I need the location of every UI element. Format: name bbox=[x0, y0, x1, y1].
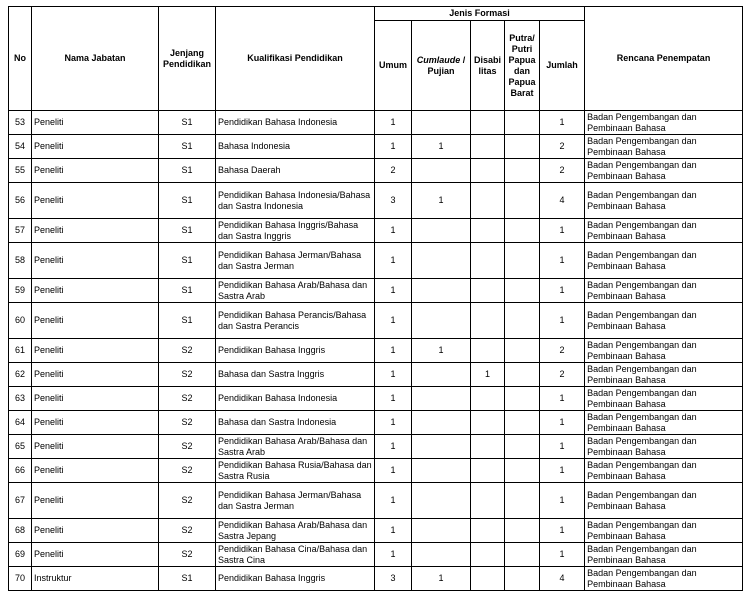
cell-jumlah: 1 bbox=[540, 303, 585, 339]
cell-papua bbox=[505, 567, 540, 591]
cell-umum: 1 bbox=[375, 219, 412, 243]
cell-jumlah: 1 bbox=[540, 483, 585, 519]
cell-disabilitas bbox=[471, 519, 505, 543]
cell-no: 66 bbox=[9, 459, 32, 483]
cell-cumlaude bbox=[412, 519, 471, 543]
header-disabilitas: Disabilitas bbox=[471, 21, 505, 111]
cell-disabilitas bbox=[471, 387, 505, 411]
cell-disabilitas bbox=[471, 339, 505, 363]
table-row bbox=[9, 183, 743, 219]
cell-jabatan: Peneliti bbox=[32, 303, 159, 339]
cell-penempatan: Badan Pengembangan dan Pembinaan Bahasa bbox=[585, 387, 743, 411]
cell-jabatan: Peneliti bbox=[32, 435, 159, 459]
cell-no: 67 bbox=[9, 483, 32, 519]
cell-papua bbox=[505, 159, 540, 183]
cell-umum: 1 bbox=[375, 111, 412, 135]
cell-disabilitas bbox=[471, 303, 505, 339]
cell-disabilitas bbox=[471, 279, 505, 303]
cell-papua bbox=[505, 183, 540, 219]
cell-cumlaude bbox=[412, 387, 471, 411]
cell-jenjang: S2 bbox=[159, 435, 216, 459]
cell-disabilitas bbox=[471, 543, 505, 567]
cell-jabatan: Peneliti bbox=[32, 411, 159, 435]
cell-jabatan: Peneliti bbox=[32, 279, 159, 303]
table-row bbox=[9, 543, 743, 567]
header-nama-jabatan: Nama Jabatan bbox=[32, 7, 159, 111]
cell-jumlah: 1 bbox=[540, 243, 585, 279]
cell-kualifikasi: Pendidikan Bahasa Rusia/Bahasa dan Sastra Rusia bbox=[216, 459, 375, 483]
cell-papua bbox=[505, 303, 540, 339]
cell-jenjang: S1 bbox=[159, 135, 216, 159]
cell-jenjang: S2 bbox=[159, 387, 216, 411]
cell-jumlah: 2 bbox=[540, 363, 585, 387]
cell-jabatan: Peneliti bbox=[32, 111, 159, 135]
cell-jumlah: 1 bbox=[540, 219, 585, 243]
cell-penempatan: Badan Pengembangan dan Pembinaan Bahasa bbox=[585, 363, 743, 387]
cell-cumlaude bbox=[412, 363, 471, 387]
cell-umum: 1 bbox=[375, 483, 412, 519]
header-jenjang-pendidikan: Jenjang Pendidikan bbox=[159, 7, 216, 111]
cell-cumlaude: 1 bbox=[412, 183, 471, 219]
cell-jenjang: S1 bbox=[159, 219, 216, 243]
cell-kualifikasi: Pendidikan Bahasa Arab/Bahasa dan Sastra Jepang bbox=[216, 519, 375, 543]
cell-jabatan: Peneliti bbox=[32, 219, 159, 243]
cell-disabilitas bbox=[471, 411, 505, 435]
cell-disabilitas bbox=[471, 111, 505, 135]
cell-jenjang: S1 bbox=[159, 303, 216, 339]
cell-disabilitas bbox=[471, 459, 505, 483]
header-no: No bbox=[9, 7, 32, 111]
table-row bbox=[9, 411, 743, 435]
cell-no: 65 bbox=[9, 435, 32, 459]
cell-jumlah: 1 bbox=[540, 411, 585, 435]
table-row bbox=[9, 387, 743, 411]
cell-kualifikasi: Pendidikan Bahasa Arab/Bahasa dan Sastra Arab bbox=[216, 279, 375, 303]
table-row bbox=[9, 303, 743, 339]
cell-jabatan: Peneliti bbox=[32, 483, 159, 519]
cell-jumlah: 2 bbox=[540, 339, 585, 363]
cell-penempatan: Badan Pengembangan dan Pembinaan Bahasa bbox=[585, 243, 743, 279]
cell-papua bbox=[505, 387, 540, 411]
cell-kualifikasi: Pendidikan Bahasa Indonesia/Bahasa dan Sastra Indonesia bbox=[216, 183, 375, 219]
cell-papua bbox=[505, 435, 540, 459]
cell-disabilitas bbox=[471, 159, 505, 183]
cell-kualifikasi: Bahasa Indonesia bbox=[216, 135, 375, 159]
cell-no: 54 bbox=[9, 135, 32, 159]
cell-penempatan: Badan Pengembangan dan Pembinaan Bahasa bbox=[585, 159, 743, 183]
header-cumlaude-rest: / Pujian bbox=[427, 54, 466, 76]
formasi-table bbox=[8, 6, 743, 591]
cell-jumlah: 1 bbox=[540, 387, 585, 411]
cell-jenjang: S1 bbox=[159, 111, 216, 135]
cell-no: 58 bbox=[9, 243, 32, 279]
cell-umum: 1 bbox=[375, 543, 412, 567]
cell-no: 56 bbox=[9, 183, 32, 219]
cell-cumlaude bbox=[412, 219, 471, 243]
cell-jumlah: 1 bbox=[540, 435, 585, 459]
cell-jenjang: S2 bbox=[159, 483, 216, 519]
cell-jabatan: Peneliti bbox=[32, 387, 159, 411]
cell-penempatan: Badan Pengembangan dan Pembinaan Bahasa bbox=[585, 567, 743, 591]
cell-penempatan: Badan Pengembangan dan Pembinaan Bahasa bbox=[585, 219, 743, 243]
cell-penempatan: Badan Pengembangan dan Pembinaan Bahasa bbox=[585, 303, 743, 339]
cell-jenjang: S1 bbox=[159, 567, 216, 591]
cell-no: 68 bbox=[9, 519, 32, 543]
cell-cumlaude bbox=[412, 435, 471, 459]
cell-penempatan: Badan Pengembangan dan Pembinaan Bahasa bbox=[585, 543, 743, 567]
cell-no: 53 bbox=[9, 111, 32, 135]
cell-penempatan: Badan Pengembangan dan Pembinaan Bahasa bbox=[585, 135, 743, 159]
cell-no: 69 bbox=[9, 543, 32, 567]
cell-jabatan: Peneliti bbox=[32, 519, 159, 543]
header-umum: Umum bbox=[375, 21, 412, 111]
cell-kualifikasi: Bahasa Daerah bbox=[216, 159, 375, 183]
cell-umum: 1 bbox=[375, 363, 412, 387]
cell-papua bbox=[505, 219, 540, 243]
cell-cumlaude bbox=[412, 411, 471, 435]
cell-penempatan: Badan Pengembangan dan Pembinaan Bahasa bbox=[585, 183, 743, 219]
cell-umum: 1 bbox=[375, 435, 412, 459]
cell-jabatan: Peneliti bbox=[32, 363, 159, 387]
cell-umum: 1 bbox=[375, 459, 412, 483]
table-body bbox=[9, 111, 743, 591]
cell-umum: 1 bbox=[375, 303, 412, 339]
cell-kualifikasi: Pendidikan Bahasa Perancis/Bahasa dan Sastra Perancis bbox=[216, 303, 375, 339]
cell-umum: 1 bbox=[375, 519, 412, 543]
cell-cumlaude bbox=[412, 279, 471, 303]
table-row bbox=[9, 219, 743, 243]
cell-kualifikasi: Pendidikan Bahasa Inggris/Bahasa dan Sastra Inggris bbox=[216, 219, 375, 243]
header-rencana-penempatan: Rencana Penempatan bbox=[585, 7, 743, 111]
cell-penempatan: Badan Pengembangan dan Pembinaan Bahasa bbox=[585, 483, 743, 519]
cell-disabilitas bbox=[471, 483, 505, 519]
cell-jabatan: Peneliti bbox=[32, 243, 159, 279]
cell-jumlah: 1 bbox=[540, 111, 585, 135]
cell-penempatan: Badan Pengembangan dan Pembinaan Bahasa bbox=[585, 111, 743, 135]
cell-kualifikasi: Pendidikan Bahasa Indonesia bbox=[216, 111, 375, 135]
cell-no: 60 bbox=[9, 303, 32, 339]
cell-no: 59 bbox=[9, 279, 32, 303]
table-row bbox=[9, 519, 743, 543]
cell-papua bbox=[505, 411, 540, 435]
header-cumlaude-italic: Cumlaude bbox=[416, 54, 461, 65]
cell-kualifikasi: Bahasa dan Sastra Indonesia bbox=[216, 411, 375, 435]
cell-jenjang: S1 bbox=[159, 279, 216, 303]
cell-jenjang: S2 bbox=[159, 519, 216, 543]
cell-umum: 3 bbox=[375, 183, 412, 219]
cell-penempatan: Badan Pengembangan dan Pembinaan Bahasa bbox=[585, 459, 743, 483]
cell-cumlaude bbox=[412, 159, 471, 183]
cell-jenjang: S1 bbox=[159, 159, 216, 183]
cell-jumlah: 2 bbox=[540, 159, 585, 183]
cell-disabilitas bbox=[471, 243, 505, 279]
cell-jenjang: S2 bbox=[159, 339, 216, 363]
table-row bbox=[9, 435, 743, 459]
cell-cumlaude: 1 bbox=[412, 339, 471, 363]
cell-cumlaude bbox=[412, 543, 471, 567]
cell-jenjang: S2 bbox=[159, 543, 216, 567]
cell-jabatan: Peneliti bbox=[32, 543, 159, 567]
header-putra-putri-papua: Putra/ Putri Papua dan Papua Barat bbox=[505, 21, 540, 111]
cell-cumlaude: 1 bbox=[412, 567, 471, 591]
cell-jabatan: Peneliti bbox=[32, 135, 159, 159]
cell-jenjang: S2 bbox=[159, 363, 216, 387]
table-row bbox=[9, 159, 743, 183]
cell-disabilitas bbox=[471, 135, 505, 159]
cell-jenjang: S1 bbox=[159, 243, 216, 279]
cell-no: 70 bbox=[9, 567, 32, 591]
table-row bbox=[9, 459, 743, 483]
cell-umum: 3 bbox=[375, 567, 412, 591]
cell-papua bbox=[505, 519, 540, 543]
cell-no: 63 bbox=[9, 387, 32, 411]
cell-papua bbox=[505, 243, 540, 279]
table-header bbox=[9, 7, 743, 111]
cell-disabilitas bbox=[471, 567, 505, 591]
cell-cumlaude bbox=[412, 459, 471, 483]
cell-umum: 1 bbox=[375, 243, 412, 279]
cell-kualifikasi: Pendidikan Bahasa Jerman/Bahasa dan Sastra Jerman bbox=[216, 483, 375, 519]
cell-disabilitas bbox=[471, 435, 505, 459]
cell-jabatan: Instruktur bbox=[32, 567, 159, 591]
table-row bbox=[9, 111, 743, 135]
cell-disabilitas bbox=[471, 219, 505, 243]
cell-kualifikasi: Bahasa dan Sastra Inggris bbox=[216, 363, 375, 387]
cell-penempatan: Badan Pengembangan dan Pembinaan Bahasa bbox=[585, 339, 743, 363]
header-jenis-formasi: Jenis Formasi bbox=[375, 7, 585, 21]
header-cumlaude bbox=[412, 21, 471, 111]
cell-jenjang: S2 bbox=[159, 459, 216, 483]
cell-papua bbox=[505, 135, 540, 159]
table-row bbox=[9, 135, 743, 159]
cell-papua bbox=[505, 339, 540, 363]
table-row bbox=[9, 363, 743, 387]
cell-umum: 1 bbox=[375, 411, 412, 435]
table-row bbox=[9, 279, 743, 303]
cell-jumlah: 1 bbox=[540, 279, 585, 303]
cell-papua bbox=[505, 111, 540, 135]
cell-jumlah: 4 bbox=[540, 183, 585, 219]
header-kualifikasi-pendidikan: Kualifikasi Pendidikan bbox=[216, 7, 375, 111]
cell-jumlah: 4 bbox=[540, 567, 585, 591]
cell-jabatan: Peneliti bbox=[32, 159, 159, 183]
cell-cumlaude bbox=[412, 483, 471, 519]
cell-kualifikasi: Pendidikan Bahasa Jerman/Bahasa dan Sastra Jerman bbox=[216, 243, 375, 279]
cell-umum: 1 bbox=[375, 135, 412, 159]
cell-papua bbox=[505, 483, 540, 519]
cell-no: 62 bbox=[9, 363, 32, 387]
cell-disabilitas bbox=[471, 183, 505, 219]
table-row bbox=[9, 243, 743, 279]
cell-penempatan: Badan Pengembangan dan Pembinaan Bahasa bbox=[585, 411, 743, 435]
header-jumlah: Jumlah bbox=[540, 21, 585, 111]
cell-kualifikasi: Pendidikan Bahasa Indonesia bbox=[216, 387, 375, 411]
cell-cumlaude bbox=[412, 303, 471, 339]
cell-kualifikasi: Pendidikan Bahasa Arab/Bahasa dan Sastra Arab bbox=[216, 435, 375, 459]
cell-penempatan: Badan Pengembangan dan Pembinaan Bahasa bbox=[585, 435, 743, 459]
cell-papua bbox=[505, 543, 540, 567]
cell-jenjang: S1 bbox=[159, 183, 216, 219]
cell-no: 64 bbox=[9, 411, 32, 435]
cell-penempatan: Badan Pengembangan dan Pembinaan Bahasa bbox=[585, 519, 743, 543]
cell-disabilitas: 1 bbox=[471, 363, 505, 387]
cell-cumlaude: 1 bbox=[412, 135, 471, 159]
table-row bbox=[9, 339, 743, 363]
cell-cumlaude bbox=[412, 243, 471, 279]
table-row bbox=[9, 483, 743, 519]
cell-kualifikasi: Pendidikan Bahasa Inggris bbox=[216, 339, 375, 363]
cell-umum: 1 bbox=[375, 279, 412, 303]
cell-jabatan: Peneliti bbox=[32, 459, 159, 483]
table-row bbox=[9, 567, 743, 591]
cell-jenjang: S2 bbox=[159, 411, 216, 435]
cell-jumlah: 1 bbox=[540, 519, 585, 543]
cell-penempatan: Badan Pengembangan dan Pembinaan Bahasa bbox=[585, 279, 743, 303]
cell-kualifikasi: Pendidikan Bahasa Cina/Bahasa dan Sastra Cina bbox=[216, 543, 375, 567]
cell-jabatan: Peneliti bbox=[32, 183, 159, 219]
cell-papua bbox=[505, 279, 540, 303]
cell-cumlaude bbox=[412, 111, 471, 135]
cell-umum: 1 bbox=[375, 339, 412, 363]
cell-jumlah: 2 bbox=[540, 135, 585, 159]
cell-jumlah: 1 bbox=[540, 459, 585, 483]
cell-kualifikasi: Pendidikan Bahasa Inggris bbox=[216, 567, 375, 591]
cell-papua bbox=[505, 459, 540, 483]
cell-papua bbox=[505, 363, 540, 387]
cell-no: 55 bbox=[9, 159, 32, 183]
cell-umum: 1 bbox=[375, 387, 412, 411]
cell-no: 61 bbox=[9, 339, 32, 363]
cell-jumlah: 1 bbox=[540, 543, 585, 567]
cell-no: 57 bbox=[9, 219, 32, 243]
cell-jabatan: Peneliti bbox=[32, 339, 159, 363]
cell-umum: 2 bbox=[375, 159, 412, 183]
